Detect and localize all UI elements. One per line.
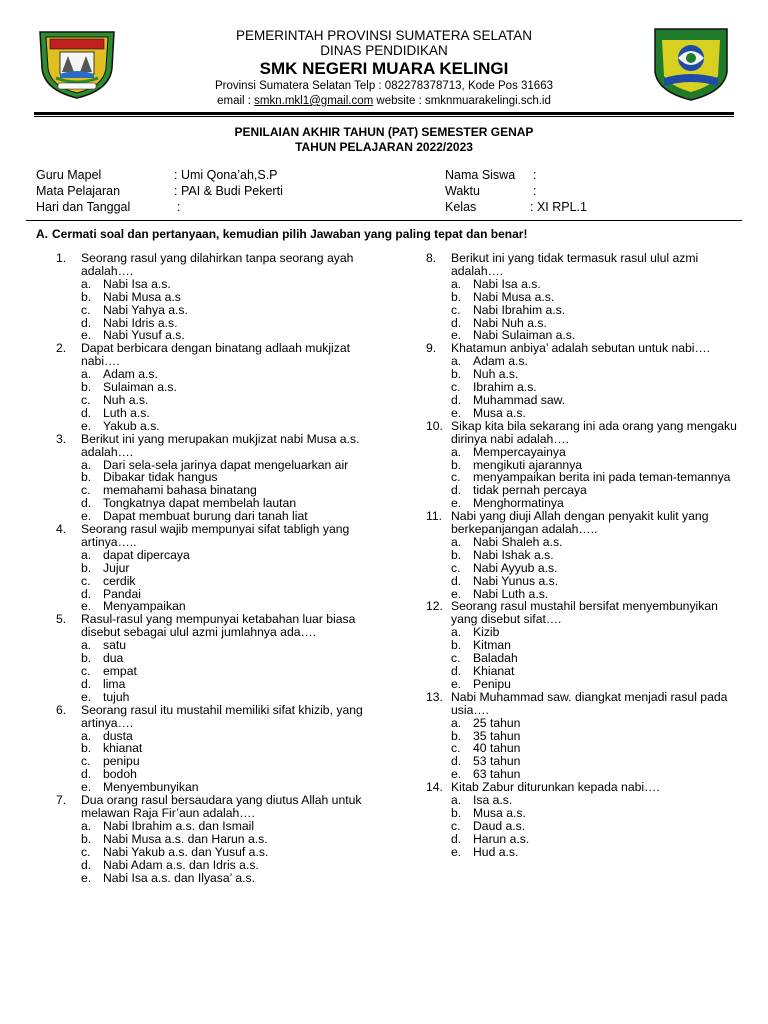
question-number: 8. <box>426 251 437 265</box>
option-text: Dapat membuat burung dari tanah liat <box>103 509 308 524</box>
answer-option[interactable] <box>56 691 378 704</box>
answer-option[interactable] <box>56 846 378 859</box>
question-number: 4. <box>56 522 67 537</box>
option-text: Dari sela-sela jarinya dapat mengeluarkan air <box>103 457 349 472</box>
academic-year: TAHUN PELAJARAN 2022/2023 <box>295 140 473 154</box>
option-text: Nabi Yusuf a.s. <box>103 328 185 343</box>
question-text: Berikut ini yang tidak termasuk rasul ulul azmi adalah…. <box>451 251 699 278</box>
answer-option[interactable] <box>426 678 738 691</box>
question-block <box>426 342 738 419</box>
question-block <box>426 691 738 781</box>
question-number: 14. <box>426 780 443 795</box>
option-text: memahami bahasa binatang <box>103 483 257 498</box>
option-text: Nabi Yahya a.s. <box>103 302 188 317</box>
option-letter: b. <box>81 831 92 846</box>
option-text: Adam a.s. <box>473 354 528 369</box>
option-letter: c. <box>81 573 91 588</box>
option-text: khianat <box>103 741 143 756</box>
option-text: Penipu <box>473 676 511 691</box>
option-letter: a. <box>451 354 462 369</box>
option-letter: e. <box>81 509 92 524</box>
option-text: Menyampaikan <box>103 599 186 614</box>
option-letter: d. <box>81 676 92 691</box>
option-text: satu <box>103 638 127 653</box>
option-text: Tongkatnya dapat membelah lautan <box>103 496 297 511</box>
question-number: 10. <box>426 418 443 433</box>
option-text: Nabi Ayyub a.s. <box>473 560 558 575</box>
question-text: Seorang rasul mustahil bersifat menyembunyikan yang disebut sifat…. <box>451 599 718 627</box>
option-text: Nabi Isa a.s. <box>103 276 171 291</box>
option-text: Nabi Idris a.s. <box>103 315 178 330</box>
option-letter: d. <box>451 573 462 588</box>
option-letter: a. <box>451 625 462 640</box>
question-text: Dua orang rasul bersaudara yang diutus Allah untuk melawan Raja Fir’aun adalah…. <box>81 793 362 820</box>
option-letter: c. <box>81 483 91 498</box>
mapel-label: Mata Pelajaran <box>36 184 121 198</box>
question-text: Seorang rasul wajib mempunyai sifat tabligh yang artinya….. <box>81 522 350 549</box>
option-letter: a. <box>81 728 92 743</box>
answer-option[interactable] <box>426 562 738 575</box>
option-text: Nabi Luth a.s. <box>473 586 549 601</box>
option-letter: e. <box>451 328 462 343</box>
mapel-value: : PAI & Budi Pekerti <box>174 184 283 198</box>
option-text: menyampaikan berita ini pada teman-temannya <box>473 470 731 485</box>
option-text: Kizib <box>473 625 500 640</box>
option-text: tidak pernah percaya <box>473 483 587 498</box>
guru-value: : Umi Qona’ah,S.P <box>174 168 278 182</box>
option-letter: c. <box>81 302 91 317</box>
option-letter: c. <box>81 844 91 859</box>
answer-option[interactable] <box>426 575 738 588</box>
government-heading: PEMERINTAH PROVINSI SUMATERA SELATAN <box>235 28 533 43</box>
option-text: Nabi Ishak a.s. <box>473 547 554 562</box>
option-letter: c. <box>451 302 461 317</box>
question-column-left <box>56 252 378 884</box>
exam-title: PENILAIAN AKHIR TAHUN (PAT) SEMESTER GENAP <box>234 125 534 139</box>
option-letter: b. <box>451 805 462 820</box>
option-letter: c. <box>81 392 91 407</box>
header-divider-thick <box>34 112 734 115</box>
question-number: 11. <box>426 509 443 524</box>
option-letter: d. <box>451 392 462 407</box>
option-text: 40 tahun <box>473 741 521 756</box>
answer-option[interactable] <box>56 833 378 846</box>
answer-option[interactable] <box>56 549 378 562</box>
option-letter: d. <box>81 496 92 511</box>
option-letter: b. <box>81 651 92 666</box>
option-letter: d. <box>81 586 92 601</box>
option-text: Nabi Ibrahim a.s. <box>473 302 566 317</box>
option-text: Musa a.s. <box>473 805 526 820</box>
question-block <box>56 523 378 613</box>
option-letter: a. <box>451 444 462 459</box>
option-text: Pandai <box>103 586 141 601</box>
option-text: Mempercayainya <box>473 444 566 459</box>
answer-option[interactable] <box>56 304 378 317</box>
option-letter: a. <box>81 638 92 653</box>
option-text: Isa a.s. <box>473 793 513 808</box>
option-text: Sulaiman a.s. <box>103 380 177 395</box>
option-letter: b. <box>81 560 92 575</box>
option-letter: e. <box>81 599 92 614</box>
question-stem <box>56 704 378 730</box>
question-stem <box>56 523 378 549</box>
option-text: dapat dipercaya <box>103 547 190 562</box>
answer-option[interactable] <box>56 665 378 678</box>
option-text: dua <box>103 651 124 666</box>
answer-option[interactable] <box>426 820 738 833</box>
option-letter: b. <box>81 289 92 304</box>
option-text: 25 tahun <box>473 715 521 730</box>
question-number: 7. <box>56 793 67 808</box>
option-letter: c. <box>81 664 91 678</box>
option-letter: a. <box>451 793 462 808</box>
question-block <box>426 781 738 858</box>
option-letter: b. <box>451 457 462 472</box>
waktu-label: Waktu <box>445 184 480 198</box>
option-letter: c. <box>451 380 461 395</box>
option-letter: c. <box>451 741 461 756</box>
option-text: Nuh a.s. <box>473 367 519 382</box>
option-text: Nabi Isa a.s. <box>473 276 541 291</box>
question-stem <box>56 433 378 459</box>
option-letter: b. <box>451 547 462 562</box>
answer-option[interactable] <box>426 394 738 407</box>
question-stem <box>56 613 378 639</box>
answer-option[interactable] <box>56 872 378 885</box>
option-text: Nabi Ibrahim a.s. dan Ismail <box>103 818 255 833</box>
question-block <box>56 252 378 342</box>
option-text: Baladah <box>473 651 518 666</box>
option-text: Muhammad saw. <box>473 392 566 407</box>
question-block <box>426 510 738 600</box>
option-letter: a. <box>81 547 92 562</box>
header-divider-thin <box>34 116 734 117</box>
option-letter: d. <box>451 754 462 769</box>
musi-rawas-emblem-icon <box>652 26 730 102</box>
option-letter: e. <box>81 870 92 885</box>
answer-option[interactable] <box>56 278 378 291</box>
nama-value: : <box>533 168 537 182</box>
option-letter: e. <box>451 844 462 859</box>
option-letter: e. <box>451 767 462 782</box>
question-block <box>426 420 738 510</box>
option-letter: d. <box>81 857 92 872</box>
option-text: Nabi Shaleh a.s. <box>473 534 563 549</box>
option-letter: b. <box>451 289 462 304</box>
option-text: tujuh <box>103 689 130 704</box>
question-block <box>56 342 378 432</box>
answer-option[interactable] <box>56 291 378 304</box>
info-divider <box>26 220 742 221</box>
answer-option[interactable] <box>426 407 738 420</box>
option-text: Nuh a.s. <box>103 392 149 407</box>
option-letter: c. <box>81 754 91 769</box>
option-letter: e. <box>81 780 92 795</box>
question-text: Sikap kita bila sekarang ini ada orang yang mengaku dirinya nabi adalah…. <box>451 418 737 446</box>
question-stem <box>426 600 738 626</box>
option-text: Nabi Musa a.s. <box>473 289 555 304</box>
option-letter: d. <box>451 664 462 678</box>
option-letter: b. <box>451 638 462 653</box>
option-letter: a. <box>451 715 462 730</box>
option-letter: b. <box>451 728 462 743</box>
question-column-right <box>426 252 738 859</box>
option-text: Harun a.s. <box>473 831 530 846</box>
answer-option[interactable] <box>426 807 738 820</box>
option-text: Musa a.s. <box>473 405 526 420</box>
question-stem <box>426 510 738 536</box>
option-letter: c. <box>451 470 461 485</box>
option-letter: b. <box>81 470 92 485</box>
answer-option[interactable] <box>56 820 378 833</box>
question-block <box>56 794 378 884</box>
question-stem <box>56 342 378 368</box>
guru-label: Guru Mapel <box>36 168 102 182</box>
option-letter: c. <box>451 818 461 833</box>
option-text: Nabi Sulaiman a.s. <box>473 328 576 343</box>
option-letter: e. <box>81 328 92 343</box>
option-text: bodoh <box>103 767 137 782</box>
option-text: mengikuti ajarannya <box>473 457 583 472</box>
option-text: Nabi Nuh a.s. <box>473 315 547 330</box>
option-text: Hud a.s. <box>473 844 519 859</box>
option-text: Menyembunyikan <box>103 780 199 795</box>
question-text: Seorang rasul itu mustahil memiliki sifat khizib, yang artinya…. <box>81 702 363 730</box>
option-letter: a. <box>81 367 92 382</box>
question-stem <box>426 420 738 446</box>
answer-option[interactable] <box>56 394 378 407</box>
option-text: empat <box>103 664 137 678</box>
answer-option[interactable] <box>426 833 738 846</box>
option-letter: b. <box>81 741 92 756</box>
option-letter: e. <box>451 676 462 691</box>
website-text: website : smknmuarakelingi.sch.id <box>373 95 551 107</box>
question-text: Seorang rasul yang dilahirkan tanpa seorang ayah adalah…. <box>81 251 354 278</box>
kelas-value: : XI RPL.1 <box>530 200 587 214</box>
answer-option[interactable] <box>56 407 378 420</box>
question-number: 1. <box>56 251 67 265</box>
option-letter: c. <box>451 651 461 666</box>
option-text: Nabi Yakub a.s. dan Yusuf a.s. <box>103 844 269 859</box>
question-block <box>426 600 738 690</box>
school-address: Provinsi Sumatera Selatan Telp : 082278378713, Kode Pos 31663 <box>214 80 553 92</box>
option-text: 53 tahun <box>473 754 521 769</box>
answer-option[interactable] <box>56 859 378 872</box>
instruction-text: Cermati soal dan pertanyaan, kemudian pilih Jawaban yang paling tepat dan benar! <box>52 227 528 241</box>
question-number: 2. <box>56 341 67 356</box>
question-stem <box>426 252 738 278</box>
email-link[interactable]: smkn.mkl1@gmail.com <box>254 95 374 107</box>
option-text: Yakub a.s. <box>103 418 160 433</box>
answer-option[interactable] <box>56 420 378 433</box>
answer-option[interactable] <box>426 549 738 562</box>
option-text: 35 tahun <box>473 728 521 743</box>
sumatera-selatan-emblem-icon <box>36 28 118 100</box>
answer-option[interactable] <box>426 304 738 317</box>
option-letter: e. <box>451 405 462 420</box>
option-letter: a. <box>81 818 92 833</box>
answer-option[interactable] <box>426 278 738 291</box>
waktu-value: : <box>533 184 537 198</box>
option-text: Nabi Adam a.s. dan Idris a.s. <box>103 857 259 872</box>
answer-option[interactable] <box>426 291 738 304</box>
question-text: Berikut ini yang merupakan mukjizat nabi Musa a.s. adalah…. <box>81 431 360 459</box>
option-text: Kitman <box>473 638 511 653</box>
option-text: Luth a.s. <box>103 405 150 420</box>
option-letter: d. <box>451 483 462 498</box>
question-text: Rasul-rasul yang mempunyai ketabahan luar biasa disebut sebagai ulul azmi jumlahnya ada…. <box>81 612 356 640</box>
hari-value: : <box>177 200 181 214</box>
question-block <box>56 704 378 794</box>
question-text: Nabi yang diuji Allah dengan penyakit kulit yang berkepanjangan adalah….. <box>451 509 709 537</box>
option-letter: d. <box>451 315 462 330</box>
question-text: Kitab Zabur diturunkan kepada nabi…. <box>451 780 660 795</box>
question-block <box>56 613 378 703</box>
option-letter: a. <box>451 276 462 291</box>
option-letter: d. <box>81 767 92 782</box>
option-text: Nabi Musa a.s <box>103 289 181 304</box>
department-heading: DINAS PENDIDIKAN <box>320 43 448 58</box>
option-letter: a. <box>81 457 92 472</box>
contact-line <box>140 95 628 107</box>
question-stem <box>56 252 378 278</box>
option-letter: e. <box>81 418 92 433</box>
option-text: Nabi Musa a.s. dan Harun a.s. <box>103 831 268 846</box>
answer-option[interactable] <box>426 446 738 459</box>
option-letter: d. <box>81 315 92 330</box>
instruction <box>36 227 527 241</box>
hari-label: Hari dan Tanggal <box>36 200 131 214</box>
answer-option[interactable] <box>426 536 738 549</box>
instruction-letter: A. <box>36 227 48 241</box>
question-number: 3. <box>56 431 67 446</box>
option-letter: c. <box>451 560 461 575</box>
question-block <box>426 252 738 342</box>
answer-option[interactable] <box>56 562 378 575</box>
option-letter: a. <box>451 534 462 549</box>
option-text: Khianat <box>473 664 515 678</box>
option-letter: e. <box>451 586 462 601</box>
option-text: Nabi Isa a.s. dan Ilyasa’ a.s. <box>103 870 255 885</box>
question-number: 6. <box>56 702 67 717</box>
question-text: Nabi Muhammad saw. diangkat menjadi rasul pada usia…. <box>451 689 728 717</box>
option-text: 63 tahun <box>473 767 521 782</box>
question-stem <box>56 794 378 820</box>
answer-option[interactable] <box>56 678 378 691</box>
option-letter: e. <box>451 496 462 511</box>
option-text: penipu <box>103 754 140 769</box>
option-letter: d. <box>81 405 92 420</box>
question-number: 13. <box>426 689 443 704</box>
option-letter: a. <box>81 276 92 291</box>
option-letter: b. <box>81 380 92 395</box>
nama-label: Nama Siswa <box>445 168 516 182</box>
question-block <box>56 433 378 523</box>
option-text: Ibrahim a.s. <box>473 380 537 395</box>
answer-option[interactable] <box>426 665 738 678</box>
kelas-label: Kelas <box>445 200 477 214</box>
option-text: cerdik <box>103 573 136 588</box>
email-label: email : <box>217 95 255 107</box>
answer-option[interactable] <box>56 575 378 588</box>
option-text: dusta <box>103 728 133 743</box>
option-letter: b. <box>451 367 462 382</box>
option-text: Adam a.s. <box>103 367 158 382</box>
option-text: Jujur <box>103 560 130 575</box>
school-name: SMK NEGERI MUARA KELINGI <box>259 59 509 78</box>
answer-option[interactable] <box>426 717 738 730</box>
option-letter: d. <box>451 831 462 846</box>
question-text: Khatamun anbiya’ adalah sebutan untuk nabi…. <box>451 341 711 356</box>
question-number: 9. <box>426 341 437 356</box>
question-stem <box>426 691 738 717</box>
question-text: Dapat berbicara dengan binatang adlaah mukjizat nabi…. <box>81 341 350 369</box>
option-text: Daud a.s. <box>473 818 526 833</box>
question-number: 5. <box>56 612 67 627</box>
option-letter: e. <box>81 689 92 704</box>
option-text: Menghormatinya <box>473 496 564 511</box>
question-number: 12. <box>426 599 443 614</box>
answer-option[interactable] <box>426 846 738 859</box>
option-text: Dibakar tidak hangus <box>103 470 218 485</box>
option-text: lima <box>103 676 126 691</box>
option-text: Nabi Yunus a.s. <box>473 573 559 588</box>
